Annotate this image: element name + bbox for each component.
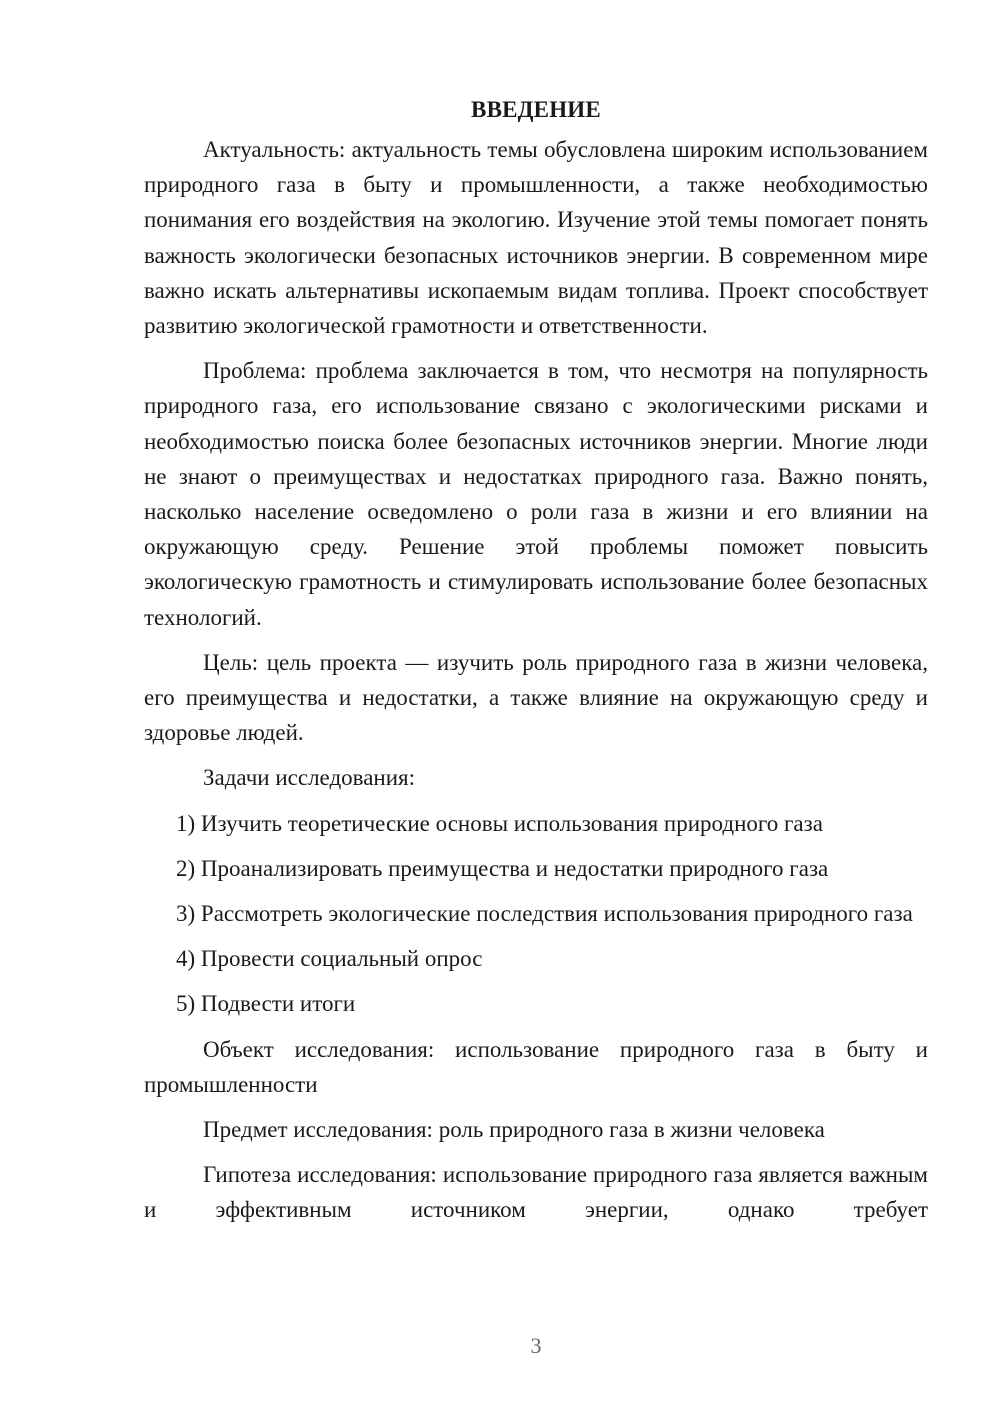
- paragraph-tasks-heading: Задачи исследования:: [203, 765, 416, 791]
- page-content: [144, 92, 928, 1228]
- task-item-2: 2) Проанализировать преимущества и недостатки природного газа: [176, 855, 829, 881]
- paragraph-hypothesis: Гипотеза исследования: использование природного газа является важным и эффективным источником энергии, однако требует: [144, 1162, 928, 1223]
- task-item-5: 5) Подвести итоги: [176, 991, 356, 1017]
- paragraph-subject: Предмет исследования: роль природного газа в жизни человека: [203, 1117, 825, 1143]
- task-item-3: 3) Рассмотреть экологические последствия использования природного газа: [176, 901, 913, 927]
- task-item-4: 4) Провести социальный опрос: [176, 946, 483, 972]
- paragraph-problem: Проблема: проблема заключается в том, что несмотря на популярность природного газа, его использование связано с экологическими рисками и необходимостью поиска более безопасных источников энергии. Многие люди не знают о преимуществах и недостатках природного газа. Важно понять, насколько население осведомлено о роли газа в жизни и его влиянии на окружающую среду. Решение этой проблемы поможет повысить экологическую грамотность и стимулировать использование более безопасных технологий.: [144, 358, 928, 630]
- task-item-1: 1) Изучить теоретические основы использования природного газа: [176, 810, 823, 836]
- paragraph-goal: Цель: цель проекта — изучить роль природного газа в жизни человека, его преимущества и недостатки, а также влияние на окружающую среду и здоровье людей.: [144, 649, 928, 746]
- paragraph-relevance: Актуальность: актуальность темы обусловлена широким использованием природного газа в быту и промышленности, а также необходимостью понимания его воздействия на экологию. Изучение этой темы помогает понять важность экологически безопасных источников энергии. В современном мире важно искать альтернативы ископаемым видам топлива. Проект способствует развитию экологической грамотности и ответственности.: [144, 137, 928, 339]
- page-number: 3: [530, 1333, 542, 1358]
- section-title: ВВЕДЕНИЕ: [471, 97, 601, 122]
- paragraph-object: Объект исследования: использование природного газа в быту и промышленности: [144, 1036, 928, 1097]
